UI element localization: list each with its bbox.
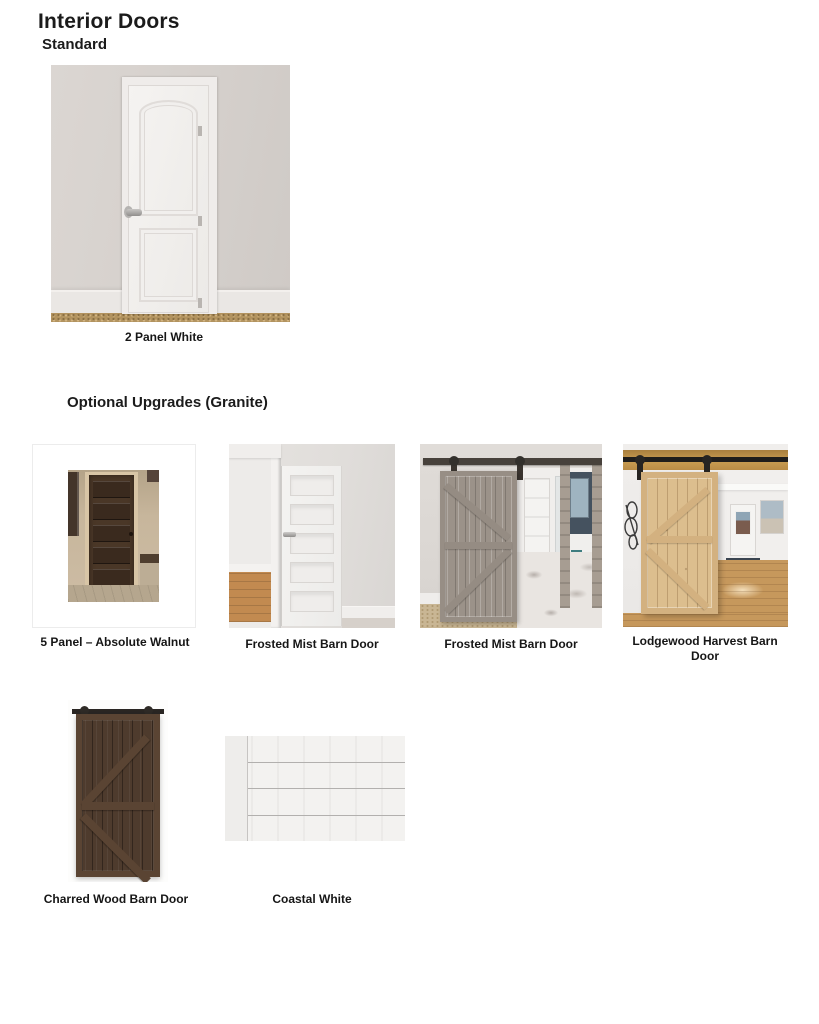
frosted-mist-white-door-photo (229, 444, 395, 628)
wood-floor (140, 563, 159, 585)
plank-gap-line (248, 815, 405, 816)
absolute-walnut-door-photo (68, 470, 159, 602)
lodgewood-harvest-barn-door-photo (623, 444, 788, 627)
door-jamb (271, 444, 281, 628)
gray-barn-door-caption: Frosted Mist Barn Door (444, 637, 578, 651)
charred-barn-door-slab (76, 714, 160, 877)
bottom-panel (139, 228, 198, 302)
page-title: Interior Doors (38, 10, 180, 33)
pine-barn-door-slab (641, 472, 718, 614)
door-slab (128, 85, 209, 313)
baseboard (342, 606, 395, 618)
mid-rail (82, 802, 154, 810)
arched-top-panel (139, 100, 198, 216)
carpet-floor (51, 313, 290, 322)
lodgewood-door-caption: Lodgewood Harvest Barn Door (632, 634, 778, 663)
barn-door-hanger (517, 460, 523, 480)
diagonal-brace (444, 548, 512, 614)
door-slab (281, 466, 342, 626)
door-panel (93, 569, 130, 586)
hinge (198, 126, 202, 136)
hinge (198, 216, 202, 226)
door-panel (290, 533, 334, 554)
crown-molding (718, 484, 788, 490)
coastal-white-plank-photo (225, 736, 405, 841)
mid-rail (647, 536, 712, 543)
frosted-mist-door-caption: Frosted Mist Barn Door (245, 637, 379, 651)
upgrades-section-heading: Optional Upgrades (Granite) (67, 394, 268, 411)
absolute-walnut-card (32, 444, 196, 628)
door-casing (85, 472, 138, 596)
door-handle-lever (283, 532, 296, 537)
walnut-door-caption: 5 Panel – Absolute Walnut (40, 635, 190, 649)
door-panel (93, 481, 130, 498)
mid-rail (445, 542, 512, 549)
scroll-art-icon (624, 500, 640, 550)
hallway (718, 470, 788, 627)
wood-floor (68, 585, 159, 602)
hinge (198, 298, 202, 308)
door-panel (290, 562, 334, 583)
door-slab (89, 475, 134, 593)
gray-barn-door-slab (440, 471, 517, 622)
door-knob (129, 532, 133, 536)
wall-art (760, 500, 784, 534)
door-panel (93, 525, 130, 542)
entry-door (730, 504, 756, 556)
diagonal-brace (80, 813, 151, 882)
frosted-mist-gray-barn-door-photo (420, 444, 602, 628)
door-handle-lever (126, 209, 142, 216)
wall-frame-decor (68, 472, 79, 536)
door-panel (93, 503, 130, 520)
room-floor (342, 618, 395, 628)
corner-shadow (147, 470, 159, 482)
baseboard (229, 564, 271, 572)
wood-floor (229, 572, 271, 622)
door-panel (290, 591, 334, 612)
charred-wood-barn-door-photo (68, 700, 168, 882)
plank-stile (225, 736, 248, 841)
diagonal-brace (646, 548, 710, 610)
charred-door-caption: Charred Wood Barn Door (43, 892, 189, 906)
wood-post (592, 464, 602, 608)
standard-door-caption: 2 Panel White (124, 330, 204, 344)
door-frame (122, 77, 217, 314)
diagonal-brace (444, 483, 511, 541)
door-window (735, 511, 751, 535)
door-panel (290, 504, 334, 525)
plank-gap-line (248, 788, 405, 789)
wood-floor (623, 613, 788, 627)
coastal-white-caption: Coastal White (272, 892, 352, 906)
door-panel (290, 475, 334, 496)
white-2-panel-door-photo (51, 65, 290, 322)
wood-post (560, 464, 570, 608)
standard-section-heading: Standard (42, 36, 108, 53)
door-panel (93, 547, 130, 564)
vanity-mirror (570, 478, 589, 518)
plank-gap-line (248, 762, 405, 763)
door-header (229, 444, 281, 458)
metal-wall-art (624, 500, 640, 550)
diagonal-brace (80, 735, 150, 809)
